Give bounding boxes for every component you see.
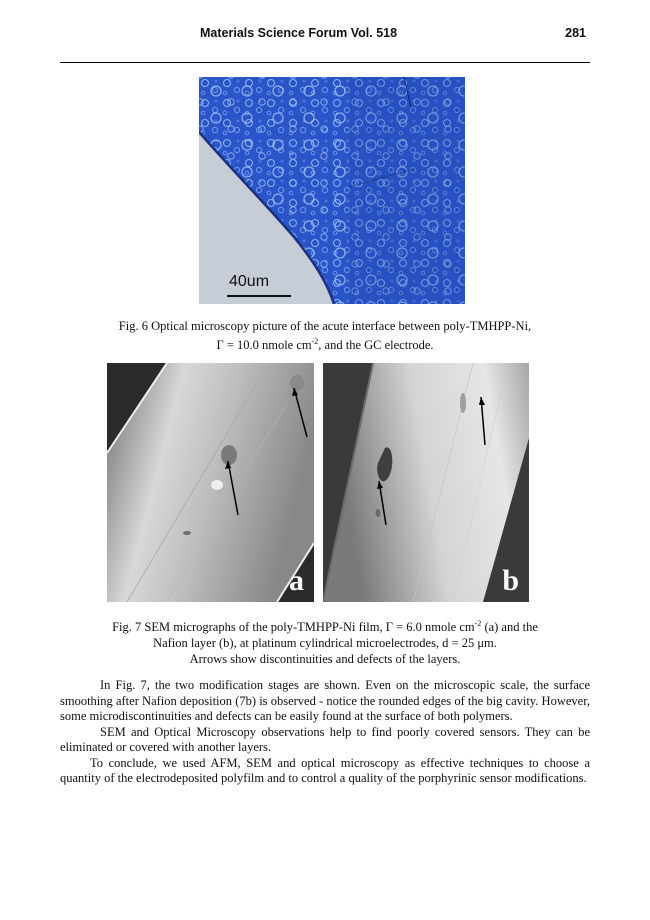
panel-b-label: b — [502, 564, 519, 597]
figure-6-caption — [60, 318, 590, 353]
caption-line: Nafion layer (b), at platinum cylindrical microelectrodes, d = 25 μm. — [153, 636, 497, 651]
paragraph: SEM and Optical Microscopy observations help to find poorly covered sensors. They can be eliminated or covered with another layers. — [60, 724, 590, 754]
optical-micrograph — [199, 77, 465, 304]
page-header — [60, 20, 590, 42]
paragraph: In Fig. 7, the two modification stages are shown. Even on the microscopic scale, the surface smoothing after Nafion deposition (7b) is observed - notice the rounded edges of the big cavity. However, some microdiscontinuities and defects can be easily found at the surface of both polymers. — [60, 678, 590, 723]
page-number: 281 — [565, 26, 586, 40]
scale-bar-label: 40um — [229, 273, 270, 290]
caption-line: Arrows show discontinuities and defects of the layers. — [189, 652, 461, 667]
panel-a-label: a — [289, 564, 304, 597]
caption-line: Fig. 7 SEM micrographs of the poly-TMHPP-Ni film, Γ = 6.0 nmole $cm^{-2}$ (a) and the — [112, 619, 538, 635]
figure-7b-image — [323, 363, 529, 602]
caption-line: Fig. 6 Optical microscopy picture of the acute interface between poly-TMHPP-Ni, — [118, 319, 532, 333]
paragraph: To conclude, we used AFM, SEM and optical microscopy as effective techniques to choose a quantity of the electrodeposited polyfilm and to control a quality of the porphyrinic sensor modifications. — [60, 755, 590, 785]
journal-title: Materials Science Forum Vol. 518 — [200, 26, 398, 40]
figure-6-image — [199, 77, 465, 304]
header-rule — [60, 62, 590, 63]
caption-line: Γ = 10.0 nmole $cm^{-2}$, and the GC electrode. — [216, 337, 434, 353]
body-text — [60, 678, 590, 787]
figure-7a-image — [107, 363, 314, 602]
figure-7-caption — [60, 616, 590, 667]
sem-micrograph-a — [107, 363, 314, 602]
sem-micrograph-b — [323, 363, 529, 602]
